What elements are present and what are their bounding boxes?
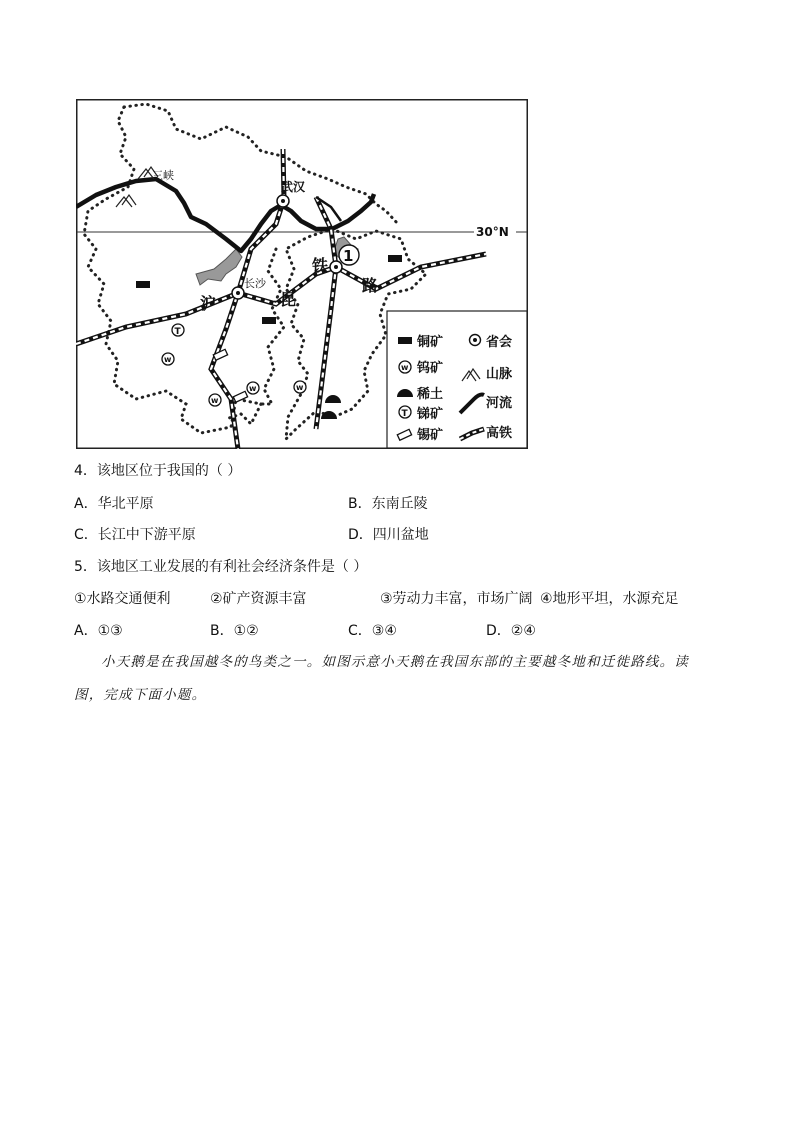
legend-copper-label: 铜矿 <box>417 335 444 350</box>
q5-option-d[interactable]: D．②④ <box>486 623 536 639</box>
legend-hsr-label: 高铁 <box>486 426 513 441</box>
q4-option-d[interactable]: D．四川盆地 <box>348 527 429 543</box>
svg-text:w: w <box>211 396 219 405</box>
svg-text:w: w <box>296 383 304 392</box>
legend-capital-icon <box>470 335 481 346</box>
label-kun: 昆 <box>280 290 297 309</box>
capital-icon-wuhan <box>277 195 289 207</box>
q5-condition-1: ①水路交通便利 <box>74 591 171 607</box>
q5-option-b[interactable]: B．①② <box>210 623 259 639</box>
copper-icon <box>262 317 276 324</box>
question-5-stem: 5．该地区工业发展的有利社会经济条件是（ ） <box>74 559 368 575</box>
question-4-stem: 4．该地区位于我国的（ ） <box>74 463 242 479</box>
label-changsha: 长沙 <box>244 277 266 290</box>
label-tie: 铁 <box>312 256 329 275</box>
svg-text:T: T <box>174 327 181 337</box>
legend-antimony-icon <box>399 406 411 419</box>
q5-option-c[interactable]: C．③④ <box>348 623 397 639</box>
svg-text:w: w <box>401 363 409 372</box>
q4-option-a[interactable]: A．华北平原 <box>74 496 154 512</box>
marker-1: 1 <box>343 247 354 265</box>
q5-condition-4: ④地形平坦，水源充足 <box>540 591 679 607</box>
antimony-icon <box>172 324 184 337</box>
legend-tungsten-icon <box>399 361 411 373</box>
svg-text:T: T <box>401 409 408 419</box>
q5-option-a[interactable]: A．①③ <box>74 623 123 639</box>
q4-option-c[interactable]: C．长江中下游平原 <box>74 527 196 543</box>
q4-option-b[interactable]: B．东南丘陵 <box>348 496 428 512</box>
label-sanxia: 三峡 <box>152 169 174 182</box>
svg-text:w: w <box>164 355 172 364</box>
label-lu: 路 <box>362 276 379 295</box>
label-wuhan: 武汉 <box>281 180 306 194</box>
map-figure <box>76 99 528 449</box>
legend-rare-earth-label: 稀土 <box>417 387 444 402</box>
capital-icon-changsha <box>232 287 244 299</box>
legend <box>387 311 527 448</box>
legend-mountain-label: 山脉 <box>486 367 513 382</box>
legend-antimony-label: 锑矿 <box>417 407 444 422</box>
legend-river-label: 河流 <box>486 396 513 411</box>
q5-condition-2: ②矿产资源丰富 <box>210 591 307 607</box>
svg-text:w: w <box>249 384 257 393</box>
latitude-label: 30°N <box>476 225 509 239</box>
label-hu: 沪 <box>200 294 217 313</box>
legend-tungsten-label: 钨矿 <box>417 361 444 376</box>
capital-icon-nanchang <box>330 261 342 273</box>
legend-copper-icon <box>398 337 412 344</box>
q5-condition-3: ③劳动力丰富，市场广阔 <box>380 591 533 607</box>
legend-capital-label: 省会 <box>486 335 513 350</box>
copper-icon <box>388 255 402 262</box>
passage-text: 小天鹅是在我国越冬的鸟类之一。如图示意小天鹅在我国东部的主要越冬地和迁徙路线。读图，完成下面小题。 <box>74 654 689 703</box>
legend-tin-label: 锡矿 <box>417 428 444 443</box>
copper-icon <box>136 281 150 288</box>
